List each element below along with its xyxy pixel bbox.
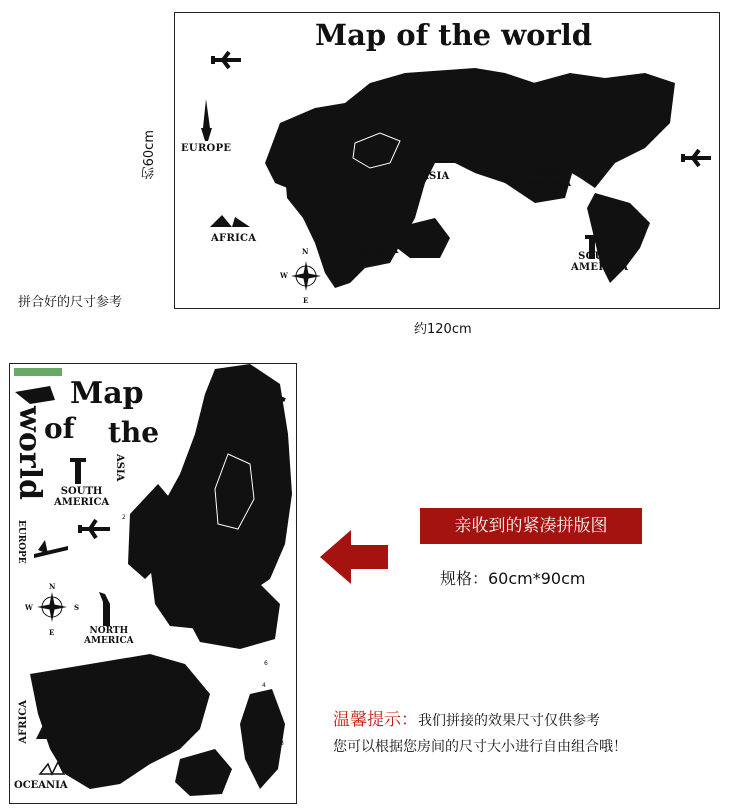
height-dimension: 约60cm — [142, 130, 157, 180]
eiffel-tower-icon-sheet — [34, 540, 68, 558]
tip-line-1 — [333, 705, 600, 730]
piece-number-5: 5 — [186, 784, 190, 791]
sheet-compass-n: N — [49, 582, 56, 591]
thumbnail-icons — [14, 368, 62, 376]
piece-number-7: 7 — [36, 684, 40, 691]
world-map-silhouette — [175, 13, 721, 310]
tip-text-1: 我们拼接的效果尺寸仅供参考 — [418, 713, 600, 729]
airplane-icon-sheet-2 — [78, 520, 110, 538]
piece-number-8: 8 — [280, 740, 284, 747]
compass-rose-icon-sheet — [37, 592, 67, 622]
statue-of-liberty-icon-sheet — [99, 592, 110, 626]
sheet-label-europe: EUROPE — [16, 520, 26, 564]
assembled-map-frame — [174, 12, 720, 309]
label-africa: AFRICA — [211, 233, 257, 244]
sheet-label-south-america: SOUTH AMERICA — [54, 486, 110, 508]
label-europe: EUROPE — [181, 143, 232, 154]
left-arrow-icon — [320, 530, 388, 584]
compass-w: W — [280, 271, 288, 280]
compact-sheet-frame — [9, 363, 297, 804]
sheet-label-asia: ASIA — [114, 454, 125, 482]
size-spec: 规格：60cm*90cm — [440, 569, 586, 588]
airplane-icon-1 — [211, 52, 241, 68]
piece-number-3: 3 — [234, 592, 238, 599]
sheet-compass-w: W — [25, 603, 33, 612]
compass-n: N — [302, 247, 309, 256]
sheet-title-of: of — [44, 412, 75, 445]
compact-sheet-badge: 亲收到的紧凑拼版图 — [420, 508, 642, 544]
sheet-title-map: Map — [70, 376, 144, 411]
eiffel-tower-icon — [201, 99, 212, 141]
label-north-america: NORTH AMERICA — [527, 168, 572, 188]
tip-heading: 温馨提示： — [333, 710, 418, 730]
tip-line-2: 您可以根据您房间的尺寸大小进行自由组合哦！ — [333, 739, 627, 755]
compass-e: E — [303, 296, 309, 305]
assembled-size-note: 拼合好的尺寸参考 — [18, 295, 123, 310]
sheet-compass-s: S — [74, 603, 80, 612]
pyramids-icon — [210, 215, 250, 227]
compass-rose-icon — [291, 261, 321, 291]
width-dimension: 约120cm — [414, 322, 472, 337]
sheet-title-the: the — [108, 416, 160, 449]
piece-number-1: 1 — [242, 560, 246, 567]
sheet-title-world: world — [12, 406, 47, 501]
label-oceania: OCEANIA — [343, 245, 399, 256]
christ-redeemer-icon-sheet — [70, 458, 86, 484]
label-south-america: SOUTH AMERICA — [571, 251, 629, 273]
sheet-label-oceania: OCEANIA — [14, 780, 68, 791]
compass-s: S — [329, 271, 335, 280]
airplane-icon-2 — [681, 150, 711, 166]
label-asia: ASIA — [421, 171, 450, 182]
sheet-label-north-america: NORTH AMERICA — [84, 626, 134, 646]
map-title: Map of the world — [315, 18, 593, 52]
piece-number-4: 4 — [262, 682, 266, 689]
piece-number-6: 6 — [264, 660, 268, 667]
piece-number-2: 2 — [122, 514, 126, 521]
sheet-label-africa: AFRICA — [18, 700, 29, 744]
sheet-compass-e: E — [49, 628, 55, 637]
